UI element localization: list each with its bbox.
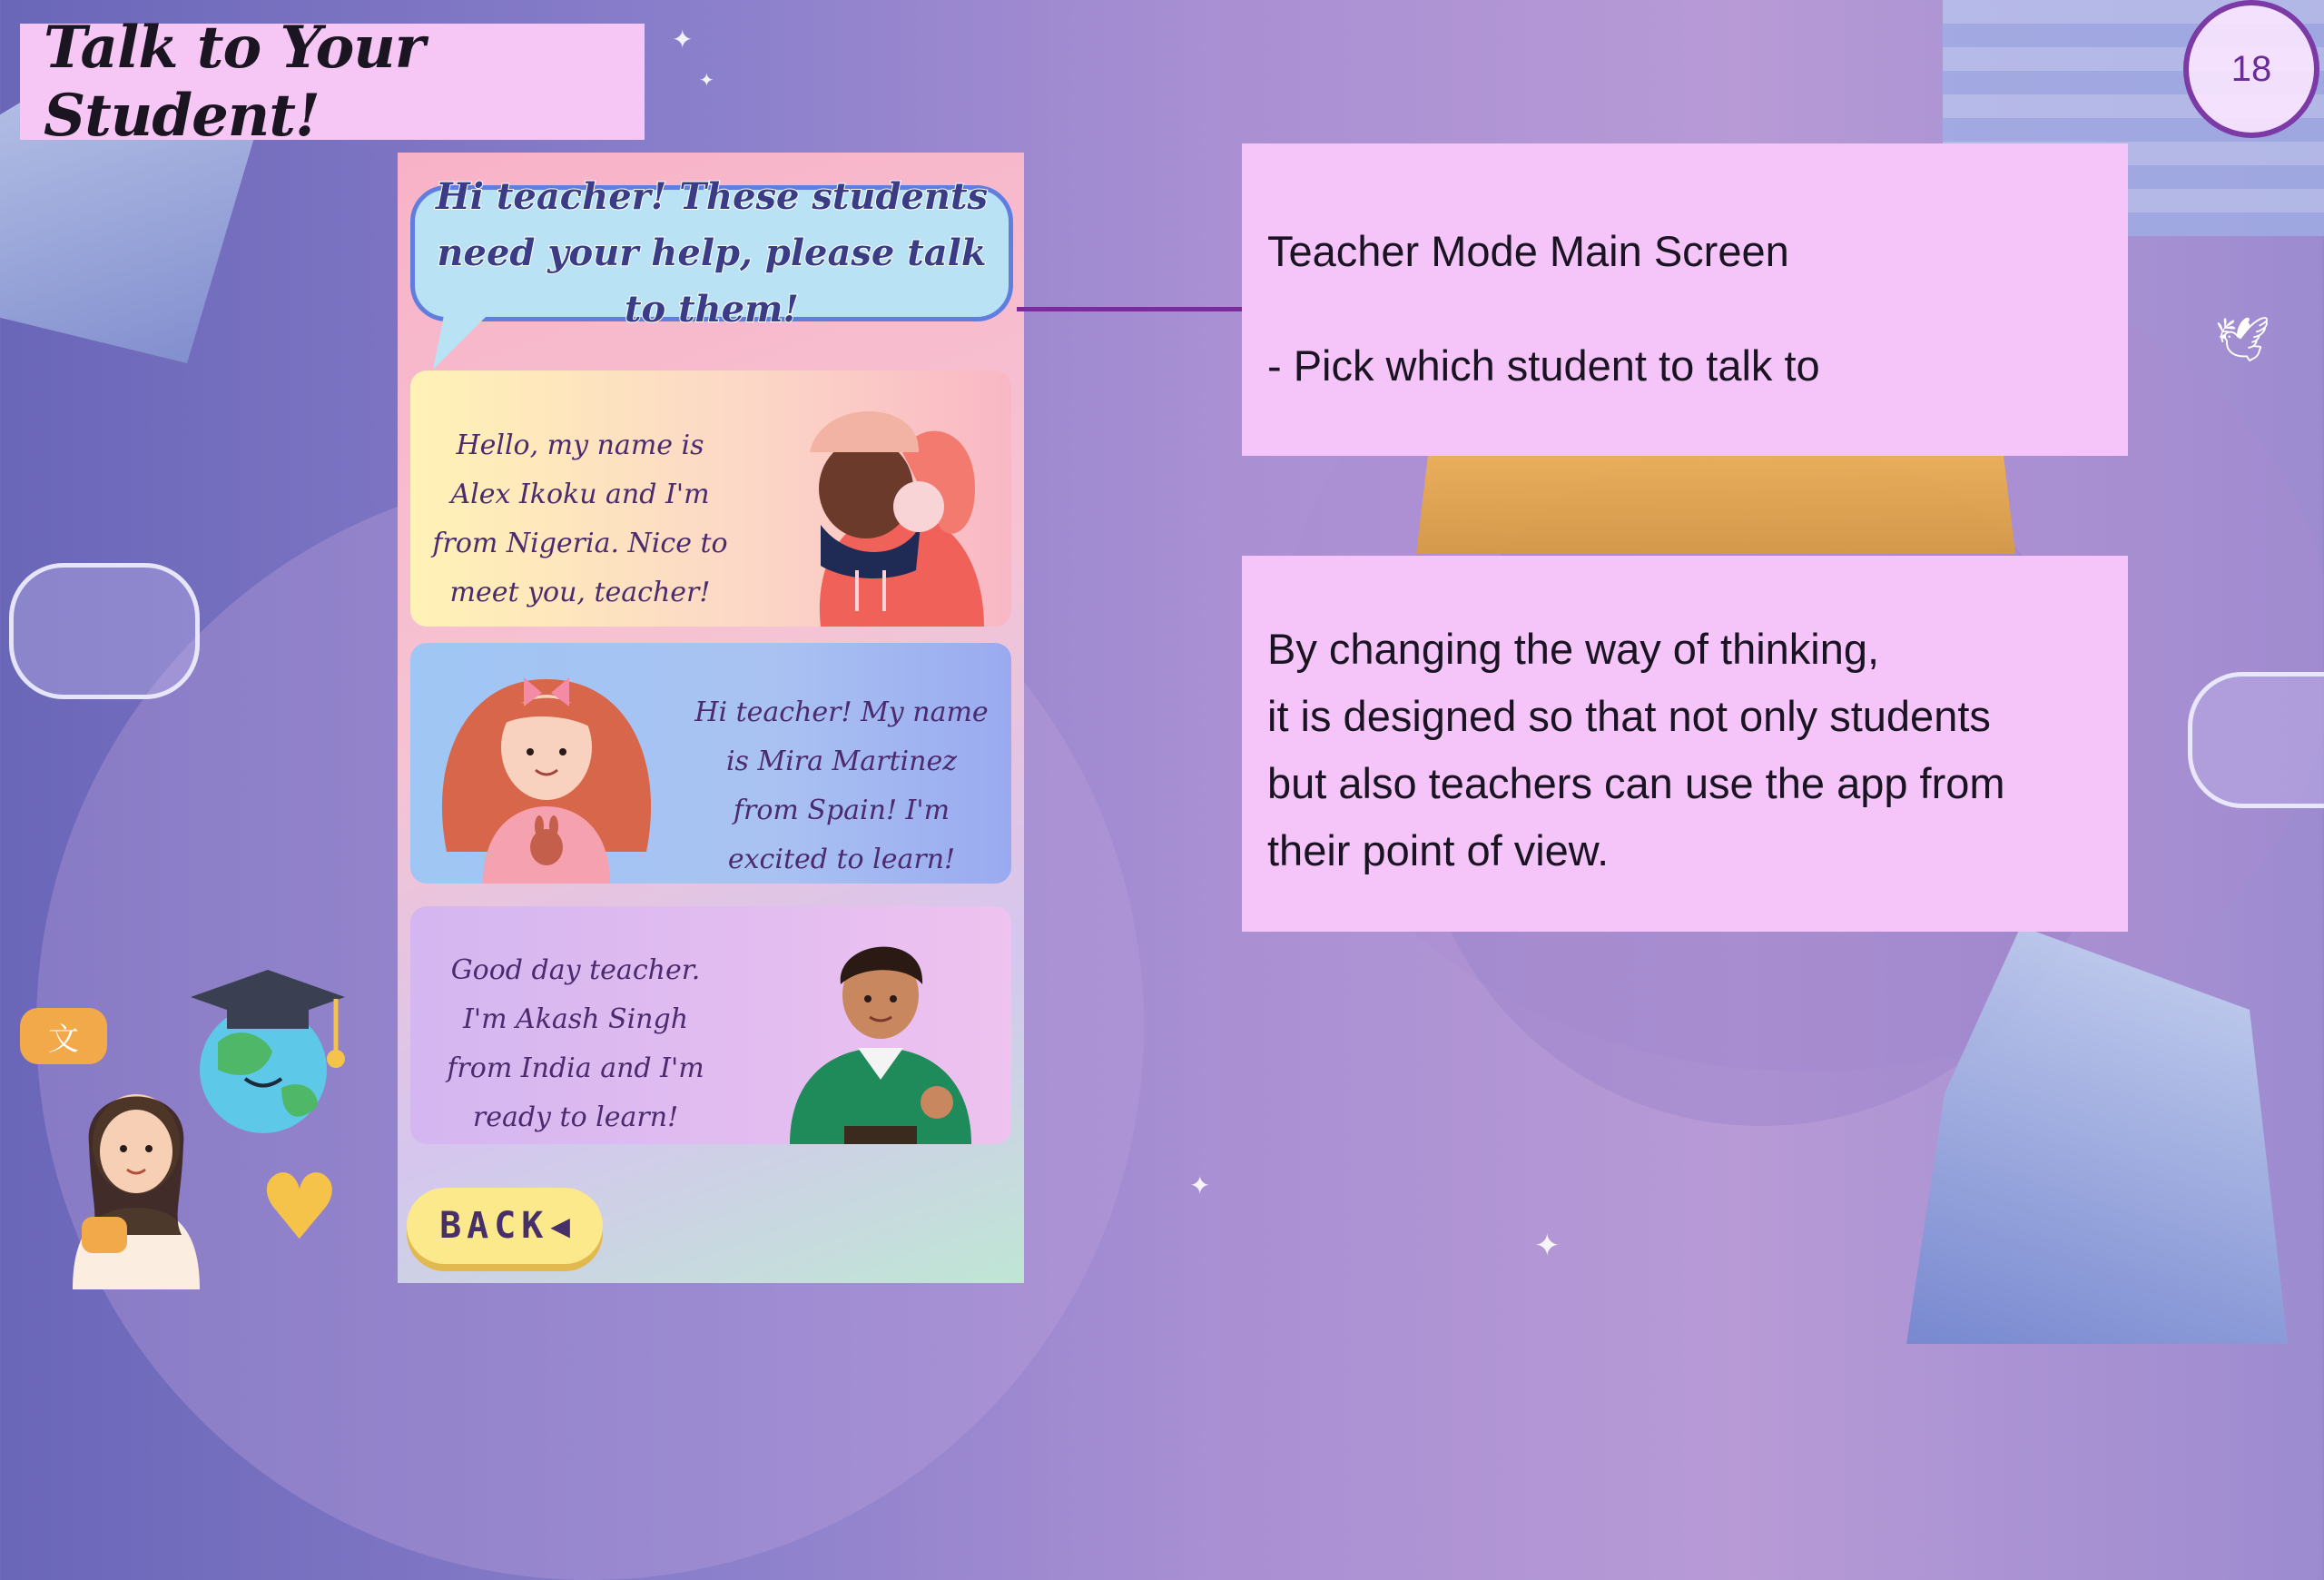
info-line: it is designed so that not only students (1267, 692, 1991, 740)
sparkle-icon: ✦ (1189, 1170, 1211, 1200)
callout-connector-line (1017, 307, 1271, 311)
sparkle-icon: ✦ (672, 25, 694, 54)
cloud-icon (2188, 672, 2324, 808)
student-card-mira[interactable] (410, 643, 1011, 884)
background-golden-shape (1416, 454, 2015, 554)
header-bubble-text: Hi teacher! These students need your help, please talk to them! (436, 175, 988, 331)
student-card-akash[interactable] (410, 906, 1011, 1144)
student-message: Hi teacher! My name is Mira Martinez from Spain! I'm excited to learn! (694, 696, 989, 875)
cloud-icon (9, 563, 200, 699)
header-speech-bubble (410, 175, 1013, 331)
sparkle-icon: ✦ (1534, 1228, 1561, 1264)
info-bullet: - Pick which student to talk to (1267, 341, 1820, 390)
page-number-badge (2183, 0, 2319, 138)
boy-with-bubblegum-avatar (766, 389, 984, 627)
info-heading: Teacher Mode Main Screen (1267, 227, 1789, 275)
info-line: By changing the way of thinking, (1267, 625, 1880, 673)
app-screen-mockup (398, 153, 1024, 1283)
back-button-label: BACK (439, 1205, 549, 1247)
student-card-alex[interactable] (410, 370, 1011, 627)
slide-title-box (20, 14, 645, 150)
page-number: 18 (2230, 48, 2272, 89)
info-box-design-rationale (1242, 556, 2128, 932)
student-message: Good day teacher. I'm Akash Singh from India and I'm ready to learn! (447, 954, 704, 1133)
back-button[interactable] (407, 1188, 603, 1264)
girl-with-bunny-shirt-avatar (428, 652, 665, 884)
globe-graduation-cap-icon (182, 961, 354, 1142)
bird-icon: 🕊 (2215, 314, 2270, 365)
translate-speech-icon: 文 (20, 1008, 107, 1064)
back-arrow-icon: ◀ (550, 1210, 570, 1241)
info-box-screen-description (1242, 143, 2128, 456)
slide-title: Talk to Your Student! (44, 14, 425, 150)
info-line: their point of view. (1267, 826, 1610, 874)
student-message: Hello, my name is Alex Ikoku and I'm from Nigeria. Nice to meet you, teacher! (432, 430, 728, 608)
sparkle-icon: ✦ (699, 69, 714, 91)
heart-icon: ♥ (259, 1154, 340, 1260)
boy-green-sweater-avatar (781, 921, 980, 1144)
info-line: but also teachers can use the app from (1267, 759, 2005, 807)
